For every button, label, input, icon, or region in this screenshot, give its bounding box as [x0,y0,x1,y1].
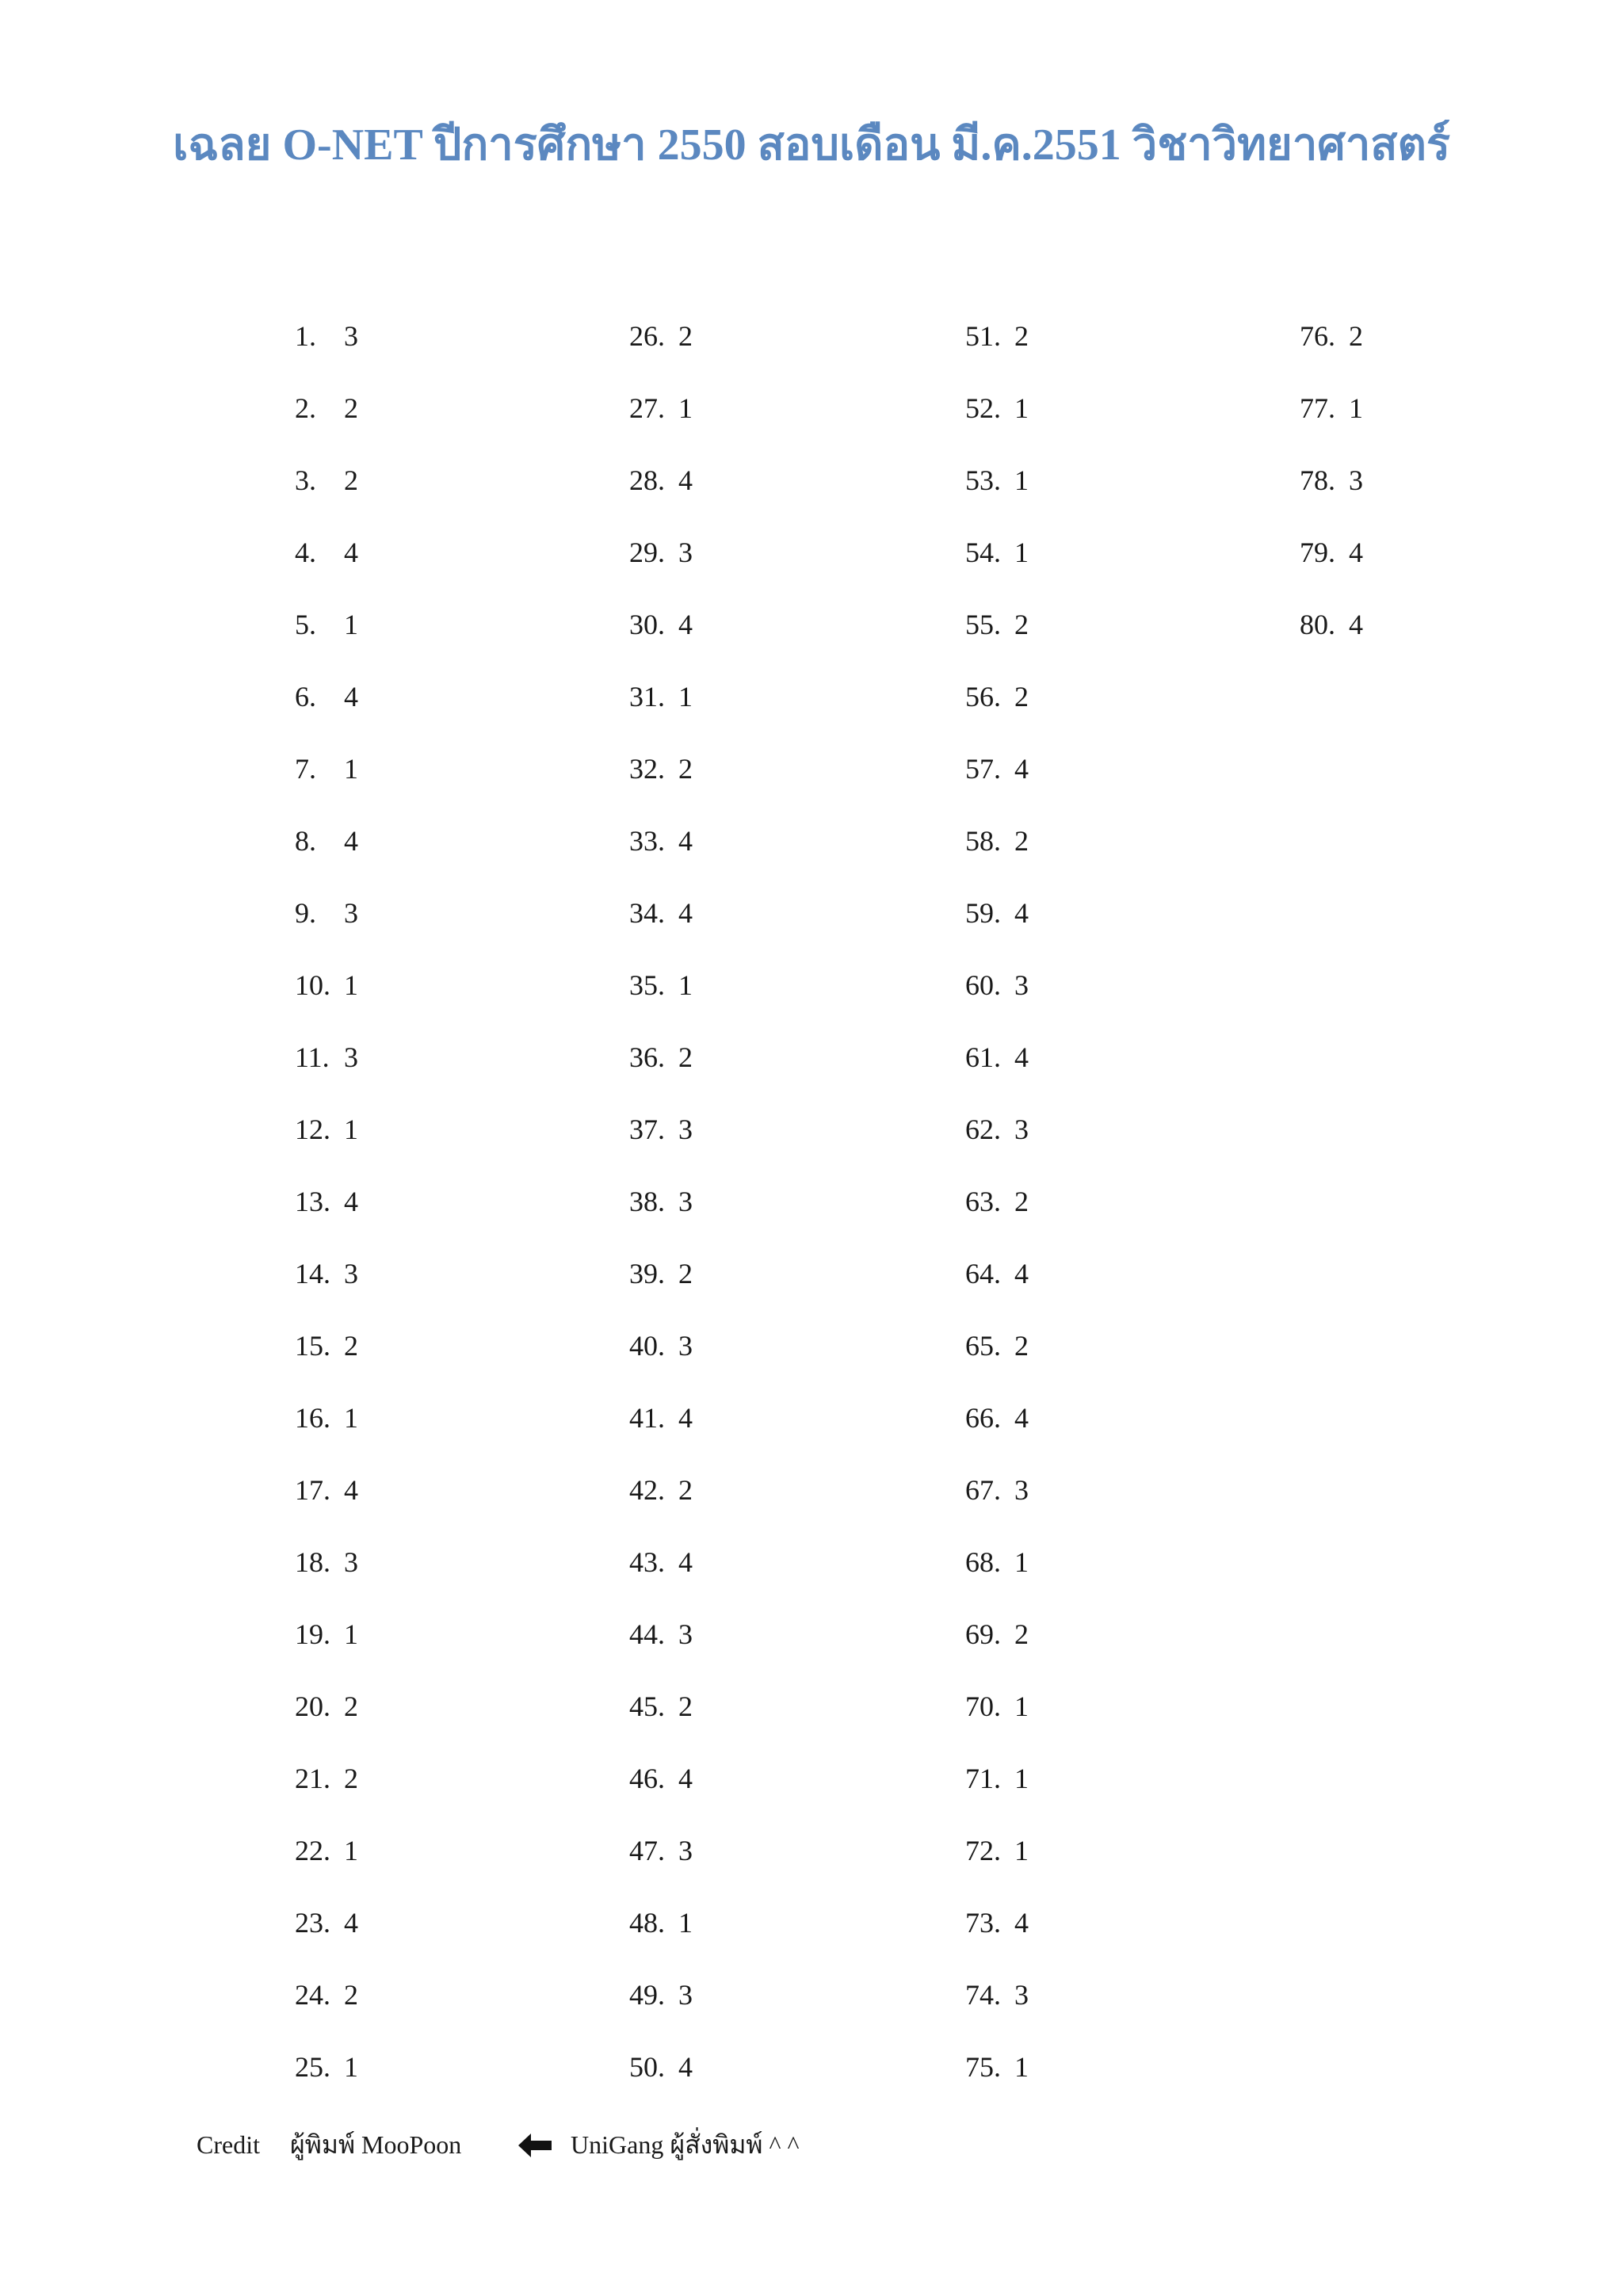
question-number: 40. [629,1330,665,1362]
question-number: 68. [965,1546,1001,1578]
answer-row [629,1037,930,1109]
question-number: 29. [629,537,665,568]
answer-choice: 1 [344,1618,358,1650]
answer-row [965,1109,1266,1181]
question-number: 45. [629,1690,665,1722]
answer-choice: 4 [678,897,693,929]
answer-row [965,965,1266,1037]
question-number: 7. [295,753,316,785]
answer-row [295,1830,596,1902]
answer-choice: 4 [344,825,358,857]
question-number: 74. [965,1979,1001,2011]
answer-row [965,388,1266,460]
answer-row [965,748,1266,820]
question-number: 62. [965,1114,1001,1145]
answer-row [629,315,930,388]
answer-choice: 1 [344,609,358,640]
answer-row [295,532,596,604]
answer-row [295,1902,596,1974]
answer-choice: 3 [1014,1979,1029,2011]
question-number: 28. [629,464,665,496]
question-number: 19. [295,1618,330,1650]
answer-row [295,604,596,676]
answer-row [295,676,596,748]
question-number: 11. [295,1041,330,1073]
answer-choice: 1 [678,392,693,424]
answer-choice: 4 [1014,1402,1029,1434]
answer-column [295,315,596,2118]
answer-choice: 3 [344,320,358,352]
question-number: 79. [1300,537,1335,568]
question-number: 5. [295,609,316,640]
answer-choice: 3 [344,897,358,929]
answer-choice: 3 [678,1618,693,1650]
answer-choice: 1 [344,1114,358,1145]
question-number: 24. [295,1979,330,2011]
answer-choice: 3 [1014,969,1029,1001]
answer-row [965,1614,1266,1686]
answer-choice: 2 [344,1690,358,1722]
answer-choice: 1 [344,1835,358,1866]
answer-column [629,315,930,2118]
answer-row [295,1686,596,1758]
answer-row [965,1469,1266,1541]
printer-label: ผู้พิมพ์ MooPoon [290,2130,462,2159]
question-number: 42. [629,1474,665,1506]
answer-row [295,1325,596,1397]
answer-choice: 1 [1014,2051,1029,2083]
answer-row [295,820,596,892]
answer-choice: 2 [1014,320,1029,352]
question-number: 1. [295,320,316,352]
answer-choice: 1 [344,2051,358,2083]
question-number: 71. [965,1763,1001,1794]
question-number: 4. [295,537,316,568]
answer-row [629,1253,930,1325]
question-number: 61. [965,1041,1001,1073]
question-number: 75. [965,2051,1001,2083]
question-number: 53. [965,464,1001,496]
question-number: 48. [629,1907,665,1939]
answer-row [629,1397,930,1469]
answer-choice: 1 [344,753,358,785]
answer-choice: 2 [678,1474,693,1506]
answer-choice: 1 [1014,464,1029,496]
answer-choice: 1 [344,1402,358,1434]
answer-row [1300,460,1601,532]
answer-choice: 1 [344,969,358,1001]
question-number: 22. [295,1835,330,1866]
answer-row [629,388,930,460]
answer-row [629,1686,930,1758]
answer-row [629,1974,930,2046]
answer-row [965,820,1266,892]
answer-choice: 4 [344,1474,358,1506]
answer-choice: 4 [1014,897,1029,929]
answer-row [295,1181,596,1253]
answer-choice: 4 [1014,1907,1029,1939]
question-number: 54. [965,537,1001,568]
answer-choice: 4 [344,1186,358,1217]
answer-choice: 4 [1014,1041,1029,1073]
question-number: 10. [295,969,330,1001]
question-number: 52. [965,392,1001,424]
answer-row [965,1037,1266,1109]
answer-choice: 4 [344,537,358,568]
question-number: 64. [965,1258,1001,1289]
answer-row [295,2046,596,2118]
answer-row [629,2046,930,2118]
answer-choice: 4 [678,609,693,640]
answer-choice: 3 [678,1330,693,1362]
question-number: 13. [295,1186,330,1217]
answer-choice: 1 [1014,1546,1029,1578]
question-number: 39. [629,1258,665,1289]
answer-choice: 3 [678,537,693,568]
answer-choice: 2 [1014,681,1029,712]
answer-choice: 2 [1014,825,1029,857]
answer-choice: 1 [678,969,693,1001]
answer-choice: 2 [1349,320,1363,352]
answer-row [629,532,930,604]
question-number: 26. [629,320,665,352]
question-number: 65. [965,1330,1001,1362]
answer-row [295,1109,596,1181]
answer-row [965,1541,1266,1614]
answer-choice: 3 [678,1835,693,1866]
arrow-left-icon [517,2132,553,2159]
answer-choice: 4 [678,1402,693,1434]
answer-choice: 4 [344,681,358,712]
answer-choice: 3 [678,1186,693,1217]
question-number: 73. [965,1907,1001,1939]
answer-row [629,1902,930,1974]
answer-choice: 1 [1014,1690,1029,1722]
question-number: 56. [965,681,1001,712]
question-number: 80. [1300,609,1335,640]
answer-choice: 4 [678,2051,693,2083]
answer-row [629,820,930,892]
question-number: 78. [1300,464,1335,496]
answer-row [629,1758,930,1830]
question-number: 27. [629,392,665,424]
answer-choice: 1 [678,1907,693,1939]
answer-row [295,1541,596,1614]
answer-row [965,1397,1266,1469]
question-number: 15. [295,1330,330,1362]
answer-choice: 4 [1014,753,1029,785]
question-number: 6. [295,681,316,712]
answer-choice: 3 [678,1979,693,2011]
question-number: 38. [629,1186,665,1217]
question-number: 46. [629,1763,665,1794]
answer-choice: 1 [1349,392,1363,424]
answer-choice: 3 [344,1258,358,1289]
answer-choice: 2 [678,1690,693,1722]
answer-choice: 4 [678,1546,693,1578]
question-number: 18. [295,1546,330,1578]
answer-choice: 2 [678,320,693,352]
question-number: 66. [965,1402,1001,1434]
answer-row [295,460,596,532]
question-number: 59. [965,897,1001,929]
answer-row [295,1469,596,1541]
answer-row [965,604,1266,676]
question-number: 25. [295,2051,330,2083]
answer-row [629,892,930,965]
answer-row [629,1614,930,1686]
answer-choice: 3 [1349,464,1363,496]
question-number: 34. [629,897,665,929]
question-number: 49. [629,1979,665,2011]
question-number: 70. [965,1690,1001,1722]
answer-choice: 1 [1014,1835,1029,1866]
question-number: 14. [295,1258,330,1289]
answer-choice: 1 [678,681,693,712]
answer-choice: 2 [1014,1186,1029,1217]
question-number: 8. [295,825,316,857]
question-number: 16. [295,1402,330,1434]
answer-row [965,1686,1266,1758]
question-number: 23. [295,1907,330,1939]
answer-row [295,1253,596,1325]
question-number: 43. [629,1546,665,1578]
answer-row [965,315,1266,388]
answer-row [965,1830,1266,1902]
answer-choice: 2 [344,1763,358,1794]
question-number: 17. [295,1474,330,1506]
question-number: 51. [965,320,1001,352]
answer-choice: 4 [1014,1258,1029,1289]
orderer-label: UniGang ผู้สั่งพิมพ์ ^ ^ [571,2130,800,2159]
question-number: 50. [629,2051,665,2083]
question-number: 77. [1300,392,1335,424]
answer-choice: 4 [678,825,693,857]
answer-row [629,1325,930,1397]
answer-column [1300,315,1601,676]
answer-row [629,1181,930,1253]
answer-row [965,460,1266,532]
answer-row [965,2046,1266,2118]
answer-choice: 3 [344,1546,358,1578]
answer-row [629,1830,930,1902]
question-number: 60. [965,969,1001,1001]
answer-row [295,965,596,1037]
answer-choice: 4 [678,1763,693,1794]
answer-row [965,1902,1266,1974]
question-number: 58. [965,825,1001,857]
answer-choice: 2 [1014,609,1029,640]
answer-row [629,1109,930,1181]
answer-row [965,892,1266,965]
question-number: 32. [629,753,665,785]
answer-choice: 2 [1014,1330,1029,1362]
answer-row [295,315,596,388]
answer-row [295,892,596,965]
question-number: 30. [629,609,665,640]
question-number: 57. [965,753,1001,785]
question-number: 9. [295,897,316,929]
answer-choice: 4 [678,464,693,496]
answer-choice: 1 [1014,537,1029,568]
answer-row [965,1325,1266,1397]
answer-choice: 2 [344,464,358,496]
answer-row [629,676,930,748]
answer-row [295,1758,596,1830]
answer-row [629,965,930,1037]
answer-choice: 3 [1014,1474,1029,1506]
answer-row [295,1037,596,1109]
answer-choice: 2 [1014,1618,1029,1650]
question-number: 55. [965,609,1001,640]
question-number: 2. [295,392,316,424]
answer-row [295,1614,596,1686]
answer-row [295,1974,596,2046]
answer-choice: 2 [678,1258,693,1289]
answer-choice: 4 [344,1907,358,1939]
credit-label: Credit [197,2130,260,2159]
question-number: 12. [295,1114,330,1145]
question-number: 33. [629,825,665,857]
question-number: 41. [629,1402,665,1434]
question-number: 37. [629,1114,665,1145]
answer-row [1300,604,1601,676]
answer-choice: 2 [344,1979,358,2011]
answer-row [295,748,596,820]
answer-choice: 4 [1349,537,1363,568]
question-number: 67. [965,1474,1001,1506]
page-title: เฉลย O-NET ปีการศึกษา 2550 สอบเดือน มี.ค.2551 วิชาวิทยาศาสตร์ [173,120,1450,170]
answer-row [1300,532,1601,604]
question-number: 3. [295,464,316,496]
answer-row [1300,315,1601,388]
answer-choice: 2 [344,392,358,424]
answer-row [965,1181,1266,1253]
answer-choice: 2 [678,1041,693,1073]
answer-row [629,1541,930,1614]
answer-row [629,748,930,820]
question-number: 72. [965,1835,1001,1866]
answer-choice: 2 [344,1330,358,1362]
answer-choice: 3 [1014,1114,1029,1145]
answer-row [965,532,1266,604]
answer-row [965,1974,1266,2046]
answer-row [295,1397,596,1469]
answer-choice: 4 [1349,609,1363,640]
question-number: 44. [629,1618,665,1650]
answer-row [629,460,930,532]
answer-choice: 1 [1014,392,1029,424]
answer-choice: 2 [678,753,693,785]
question-number: 69. [965,1618,1001,1650]
question-number: 47. [629,1835,665,1866]
answer-column [965,315,1266,2118]
answer-choice: 3 [678,1114,693,1145]
question-number: 20. [295,1690,330,1722]
answer-row [629,604,930,676]
question-number: 21. [295,1763,330,1794]
question-number: 36. [629,1041,665,1073]
answer-row [295,388,596,460]
answer-choice: 3 [344,1041,358,1073]
answer-row [965,1758,1266,1830]
answer-row [965,1253,1266,1325]
answer-row [1300,388,1601,460]
question-number: 63. [965,1186,1001,1217]
question-number: 35. [629,969,665,1001]
question-number: 31. [629,681,665,712]
answer-row [629,1469,930,1541]
answer-row [965,676,1266,748]
question-number: 76. [1300,320,1335,352]
answer-choice: 1 [1014,1763,1029,1794]
